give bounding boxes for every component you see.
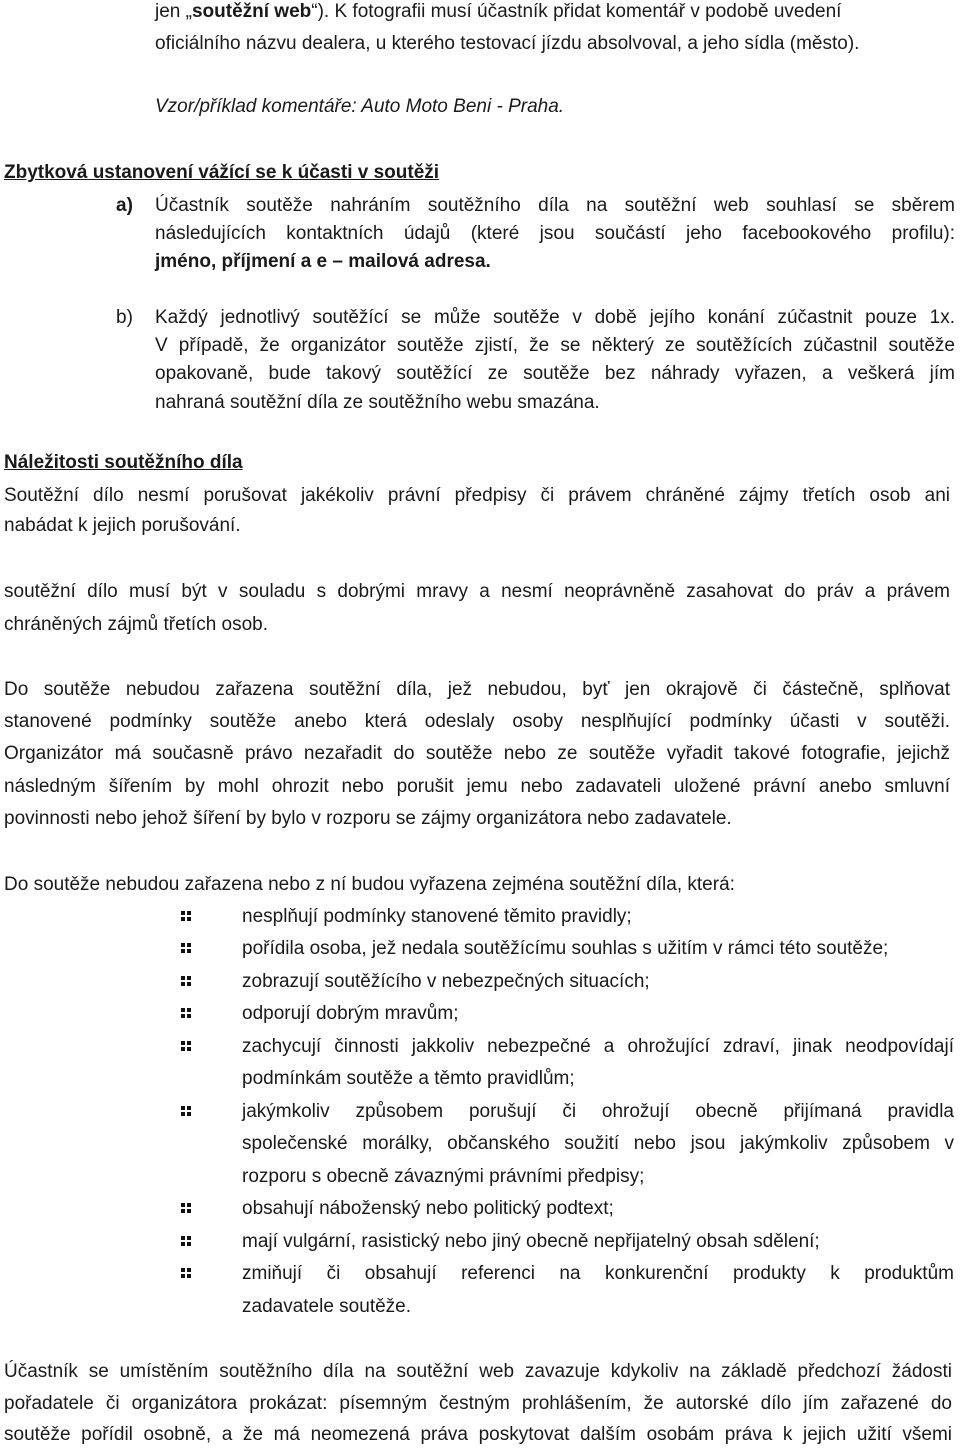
bullet-marker [181, 1203, 191, 1213]
item-b-label: b) [116, 307, 133, 328]
para2-line-2: chráněných zájmů třetích osob. [4, 614, 269, 635]
item-b-line-2: V případě, že organizátor soutěže zjistí, že se některý ze soutěžících zúčastnil soutěže [155, 335, 955, 356]
bullet-item-3: zobrazují soutěžícího v nebezpečných situacích; [242, 971, 650, 992]
bullet-marker [181, 1236, 191, 1246]
closing-line-3: soutěže pořídil osobně, a že má neomezená práva poskytovat dalším osobám práva k jejich užití všemi [4, 1424, 952, 1445]
bullet-item-6-line-3: rozporu s obecně závaznými právními předpisy; [242, 1166, 645, 1187]
para3-line-3: Organizátor má současně právo nezařadit do soutěže nebo ze soutěže vyřadit takové fotografie, jejichž [4, 743, 950, 764]
para4: Do soutěže nebudou zařazena nebo z ní budou vyřazena zejména soutěžní díla, která: [4, 874, 735, 895]
para3-line-1: Do soutěže nebudou zařazena soutěžní díla, jež nebudou, byť jen okrajově či částečně, splňovat [4, 679, 950, 700]
para2-line-1: soutěžní dílo musí být v souladu s dobrými mravy a nesmí neoprávněně zasahovat do práv a právem [4, 581, 950, 602]
bullet-item-8: mají vulgární, rasistický nebo jiný obecně nepřijatelný obsah sdělení; [242, 1231, 820, 1252]
item-b-line-1: Každý jednotlivý soutěžící se může soutěže v době jejího konání zúčastnit pouze 1x. [155, 307, 955, 328]
bullet-marker [181, 1008, 191, 1018]
para1-line-1: Soutěžní dílo nesmí porušovat jakékoliv právní předpisy či právem chráněné zájmy třetích osob ani [4, 485, 950, 506]
bullet-item-2: pořídila osoba, jež nedala soutěžícímu souhlas s užitím v rámci této soutěže; [242, 938, 889, 959]
bullet-item-7: obsahují náboženský nebo politický podtext; [242, 1198, 614, 1219]
bullet-marker [181, 911, 191, 921]
bullet-item-6-line-2: společenské morálky, občanského soužití nebo jsou jakýmkoliv způsobem v [242, 1133, 954, 1154]
closing-line-2: pořadatele či organizátora prokázat: písemným čestným prohlášením, že autorské dílo jím zařazené do [4, 1393, 952, 1414]
item-b-line-3: opakovaně, bude takový soutěžící ze soutěže bez náhrady vyřazen, a veškerá jím [155, 363, 955, 384]
bullet-marker [181, 1106, 191, 1116]
item-a-line-2: následujících kontaktních údajů (které jsou součástí jeho facebookového profilu): [155, 223, 955, 244]
bullet-item-6-line-1: jakýmkoliv způsobem porušují či ohrožují obecně přijímaná pravidla [242, 1101, 954, 1122]
section-heading-residual-provisions: Zbytková ustanovení vážící se k účasti v soutěži [4, 162, 440, 183]
para3-line-4: následným šířením by mohl ohrozit nebo porušit jemu nebo zadavateli uložené právní anebo smluvní [4, 776, 950, 797]
bullet-item-5-line-2: podmínkám soutěže a těmto pravidlům; [242, 1068, 575, 1089]
item-b-line-4: nahraná soutěžní díla ze soutěžního webu smazána. [155, 392, 600, 413]
para3-line-2: stanovené podmínky soutěže anebo která odeslaly osoby nesplňující podmínky účasti v soutěži. [4, 711, 950, 732]
bullet-marker [181, 976, 191, 986]
bullet-marker [181, 1041, 191, 1051]
bullet-item-9-line-2: zadavatele soutěže. [242, 1296, 412, 1317]
example-comment: Vzor/příklad komentáře: Auto Moto Beni - Praha. [155, 96, 565, 117]
intro-line-2: oficiálního názvu dealera, u kterého testovací jízdu absolvoval, a jeho sídla (město). [155, 33, 860, 54]
closing-line-1: Účastník se umístěním soutěžního díla na soutěžní web zavazuje kdykoliv na základě předchozí žádosti [4, 1361, 952, 1382]
bullet-item-5-line-1: zachycují činnosti jakkoliv nebezpečné a ohrožující zdraví, jinak neodpovídají [242, 1036, 954, 1057]
para3-line-5: povinnosti nebo jehož šíření by bylo v rozporu se zájmy organizátora nebo zadavatele. [4, 808, 732, 829]
section-heading-entry-requirements: Náležitosti soutěžního díla [4, 452, 243, 473]
bold-term: soutěžní web [191, 1, 312, 22]
item-a-line-1: Účastník soutěže nahráním soutěžního díla na soutěžní web souhlasí se sběrem [155, 195, 955, 216]
item-a-line-3: jméno, příjmení a e – mailová adresa. [155, 251, 491, 272]
bullet-marker [181, 1268, 191, 1278]
bullet-item-1: nesplňují podmínky stanovené těmito pravidly; [242, 906, 632, 927]
bullet-item-4: odporují dobrým mravům; [242, 1003, 459, 1024]
intro-line-1: jen „soutěžní web“). K fotografii musí účastník přidat komentář v podobě uvedení [155, 1, 842, 22]
item-a-label: a) [116, 195, 133, 216]
bullet-marker [181, 943, 191, 953]
para1-line-2: nabádat k jejich porušování. [4, 515, 241, 536]
bullet-item-9-line-1: zmiňují či obsahují referenci na konkurenční produkty k produktům [242, 1263, 954, 1284]
